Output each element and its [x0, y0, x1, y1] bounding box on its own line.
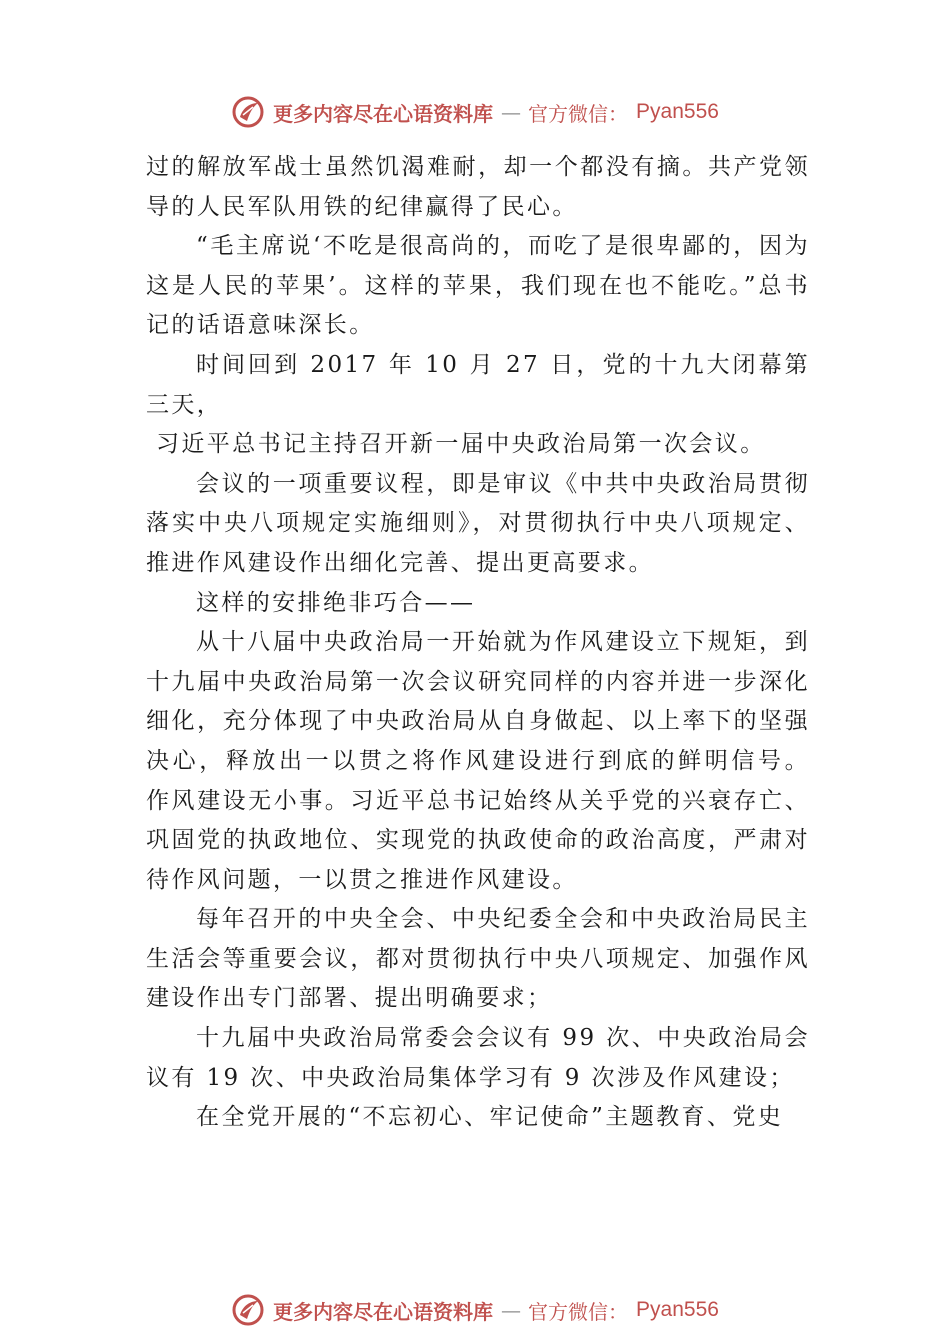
header-banner — [0, 92, 950, 132]
paragraph-6: 这样的安排绝非巧合—— — [196, 589, 476, 616]
paragraph-5: 会议的一项重要议程，即是审议《中共中央政治局贯彻落实中央八项规定实施细则》，对贯彻执行中央八项规定、推进作风建设作出细化完善、提出更高要求。 — [146, 470, 810, 576]
brand-logo-icon — [231, 95, 265, 129]
paragraph-3: 时间回到 2017 年 10 月 27 日，党的十九大闭幕第三天， — [146, 351, 810, 418]
footer-brand-text: 更多内容尽在心语资料库 — [273, 1299, 494, 1324]
header-brand-text: 更多内容尽在心语资料库 — [273, 101, 494, 126]
header-separator: — — [501, 100, 521, 124]
paragraph-2: “毛主席说‘不吃是很高尚的，而吃了是很卑鄙的，因为这是人民的苹果’。这样的苹果，我们现在也不能吃。”总书记的话语意味深长。 — [146, 233, 810, 339]
paragraph-10: 在全党开展的“不忘初心、牢记使命”主题教育、党史 — [196, 1104, 784, 1131]
footer-wechat-id: Pyan556 — [636, 1298, 719, 1321]
paragraph-4: 习近平总书记主持召开新一届中央政治局第一次会议。 — [156, 431, 766, 458]
paragraph-9: 十九届中央政治局常委会会议有 99 次、中央政治局会议有 19 次、中央政治局集体学习有 9 次涉及作风建设； — [146, 1025, 810, 1091]
document-body — [146, 148, 820, 1138]
paragraph-1: 过的解放军战士虽然饥渴难耐，却一个都没有摘。共产党领导的人民军队用铁的纪律赢得了民心。 — [146, 154, 810, 220]
footer-separator: — — [501, 1298, 521, 1322]
brand-logo-icon — [231, 1293, 265, 1327]
header-wechat-label: 官方微信： — [528, 101, 629, 126]
header-wechat-id: Pyan556 — [636, 100, 719, 123]
footer-banner — [0, 1290, 950, 1330]
paragraph-8: 每年召开的中央全会、中央纪委全会和中央政治局民主生活会等重要会议，都对贯彻执行中央八项规定、加强作风建设作出专门部署、提出明确要求； — [146, 906, 810, 1012]
paragraph-7: 从十八届中央政治局一开始就为作风建设立下规矩，到十九届中央政治局第一次会议研究同样的内容并进一步深化细化，充分体现了中央政治局从自身做起、以上率下的坚强决心，释放出一以贯之将作风建设进行到底的鲜明信号。 作风建设无小事。习近平总书记始终从关乎党的兴衰存亡、 巩固党的执政地位、实现党的执政使命的政治高度，严肃对待作风问题，一以贯之推进作风建设。 — [146, 629, 820, 893]
footer-wechat-label: 官方微信： — [528, 1299, 629, 1324]
